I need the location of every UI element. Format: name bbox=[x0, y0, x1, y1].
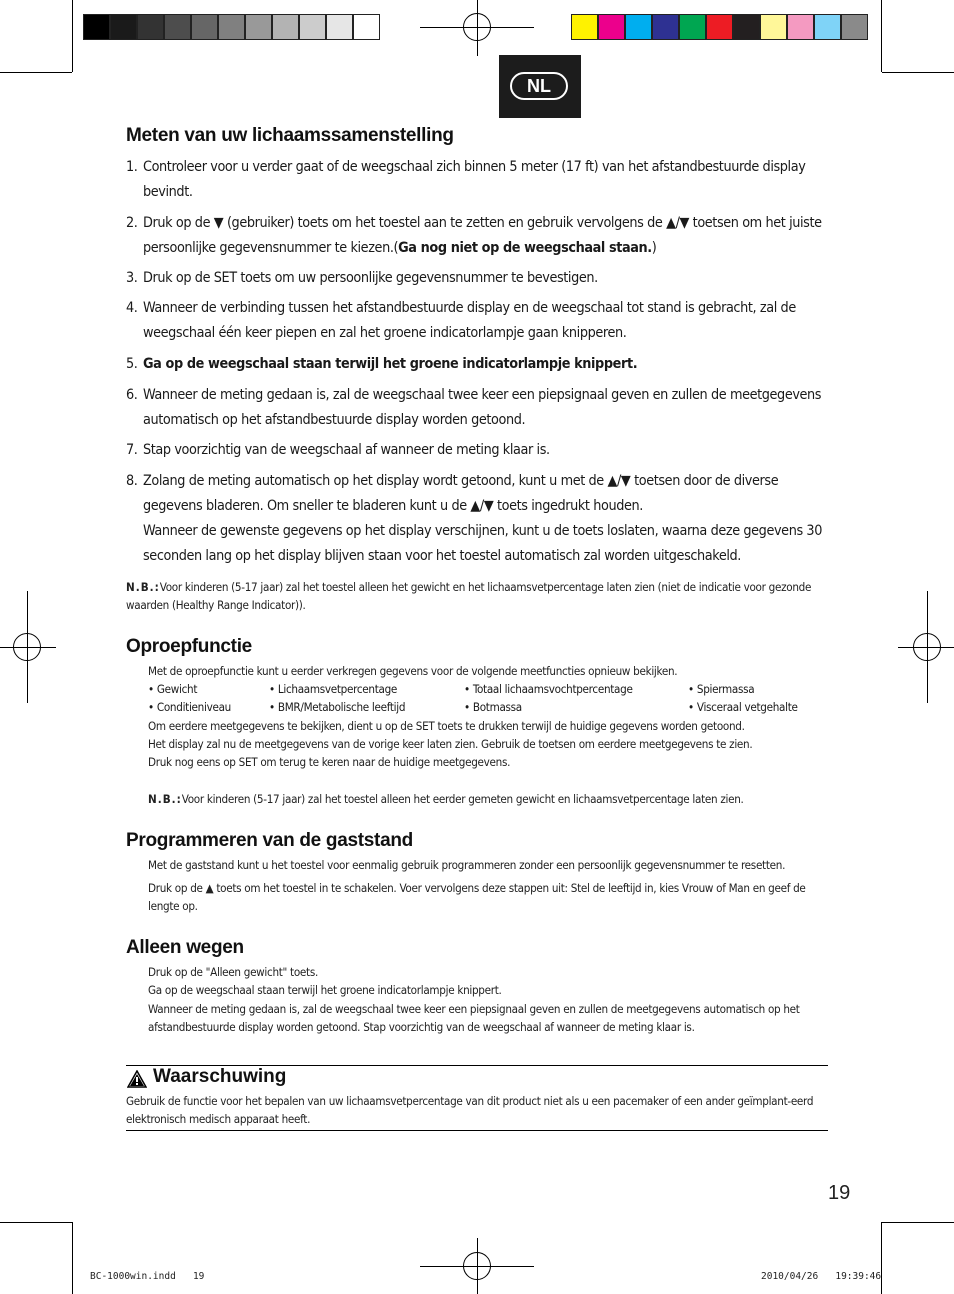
color-swatch bbox=[110, 14, 137, 40]
warning-text: Gebruik de functie voor het bepalen van uw lichaamsvetpercentage van dit product niet als u een pacemaker of een ander geïmplant-eerd elektronisch medisch apparaat heeft. bbox=[126, 1094, 814, 1126]
color-swatch bbox=[706, 14, 733, 40]
recall-intro: Met de oproepfunctie kunt u eerder verkregen gegevens voor de volgende meetfuncties opnieuw bekijken. bbox=[148, 664, 678, 678]
section-title-body-composition: Meten van uw lichaamssamenstelling bbox=[126, 125, 454, 146]
recall-text-1: Om eerdere meetgegevens te bekijken, dient u op de SET toets te drukken terwijl de huidige gegevens worden getoond. bbox=[148, 719, 745, 733]
color-swatch bbox=[218, 14, 245, 40]
list-item: • Gewicht bbox=[148, 682, 198, 696]
warning-bottom-rule bbox=[126, 1130, 828, 1131]
list-item: 4. Wanneer de verbinding tussen het afstandbestuurde display en de weegschaal tot stand is gebracht, zal de weegschaal één keer piepen en zal het groene indicatorlampje gaan knipperen. bbox=[126, 300, 796, 341]
recall-bullets-row-2 bbox=[148, 698, 828, 716]
warning-title: Waarschuwing bbox=[153, 1066, 287, 1087]
weight-only-text-1: Druk op de "Alleen gewicht" toets. bbox=[148, 965, 318, 979]
color-swatch bbox=[841, 14, 868, 40]
page-number: 19 bbox=[828, 1182, 851, 1204]
recall-text-3: Druk nog eens op SET om terug te keren naar de huidige meetgegevens. bbox=[148, 755, 511, 769]
color-swatch bbox=[299, 14, 326, 40]
guest-text-1: Met de gaststand kunt u het toestel voor eenmalig gebruik programmeren zonder een persoonlijk gegevensnummer te resetten. bbox=[148, 858, 786, 872]
list-item: • Visceraal vetgehalte bbox=[688, 700, 798, 714]
weight-only-text-2: Ga op de weegschaal staan terwijl het groene indicatorlampje knippert. bbox=[148, 983, 502, 997]
color-swatch bbox=[191, 14, 218, 40]
section-title-weight-only: Alleen wegen bbox=[126, 937, 244, 958]
color-swatch bbox=[814, 14, 841, 40]
color-swatch bbox=[679, 14, 706, 40]
color-swatch bbox=[733, 14, 760, 40]
footer-timestamp: 2010/04/26 19:39:46 bbox=[761, 1271, 882, 1282]
color-swatch bbox=[571, 14, 598, 40]
color-swatch bbox=[760, 14, 787, 40]
list-item: 1. Controleer voor u verder gaat of de weegschaal zich binnen 5 meter (17 ft) van het afstandbestuurde display bevindt. bbox=[126, 159, 806, 200]
list-item: 5. Ga op de weegschaal staan terwijl het groene indicatorlampje knippert. bbox=[126, 356, 638, 372]
footer-file-name: BC-1000win.indd 19 bbox=[90, 1271, 205, 1282]
list-item: 7. Stap voorzichtig van de weegschaal af wanneer de meting klaar is. bbox=[126, 442, 550, 458]
color-swatch bbox=[326, 14, 353, 40]
list-item: 3. Druk op de SET toets om uw persoonlijke gegevensnummer te bevestigen. bbox=[126, 270, 598, 286]
list-item: • Lichaamsvetpercentage bbox=[269, 682, 398, 696]
note: N.B.:Voor kinderen (5-17 jaar) zal het toestel alleen het eerder gemeten gewicht en lichaamsvetpercentage laten zien. bbox=[148, 792, 744, 806]
color-swatch bbox=[353, 14, 380, 40]
color-swatch bbox=[272, 14, 299, 40]
note: N.B.:Voor kinderen (5-17 jaar) zal het toestel alleen het gewicht en het lichaamsvetpercentage laten zien (niet de indicatie voor gezonde waarden (Healthy Range Indicator)). bbox=[126, 580, 812, 612]
list-item: • Totaal lichaamsvochtpercentage bbox=[464, 682, 633, 696]
recall-text-2: Het display zal nu de meetgegevens van de vorige keer laten zien. Gebruik de toetsen om eerdere meetgegevens te zien. bbox=[148, 737, 753, 751]
recall-bullets-row-1 bbox=[148, 680, 828, 698]
color-swatch bbox=[787, 14, 814, 40]
language-badge-label: NL bbox=[510, 72, 568, 100]
list-item: • Spiermassa bbox=[688, 682, 755, 696]
list-item: 6. Wanneer de meting gedaan is, zal de weegschaal twee keer een piepsignaal geven en zullen de meetgegevens automatisch op het afstandbestuurde display worden getoond. bbox=[126, 387, 822, 428]
list-item: 2. Druk op de ▼ (gebruiker) toets om het toestel aan te zetten en gebruik vervolgens de ▲/▼ toetsen om het juiste persoonlijke gegevensnummer te kiezen.(Ga nog niet op de weegschaal staan.) bbox=[126, 215, 822, 256]
color-swatch bbox=[137, 14, 164, 40]
language-badge bbox=[499, 55, 581, 118]
list-item: • Botmassa bbox=[464, 700, 522, 714]
warning-icon bbox=[127, 1070, 147, 1093]
color-swatch bbox=[625, 14, 652, 40]
color-swatch bbox=[598, 14, 625, 40]
color-swatch bbox=[245, 14, 272, 40]
list-item: 8. Zolang de meting automatisch op het display wordt getoond, kunt u met de ▲/▼ toetsen door de diverse gegevens bladeren. Om sneller te bladeren kunt u de ▲/▼ toets ingedrukt houden. Wanneer de gewenste gegevens op het display verschijnen, kunt u de toets loslaten, waarna deze gegevens 30 seconden lang op het display blijven staan voor het toestel automatisch zal worden uitgeschakeld. bbox=[126, 473, 822, 564]
list-item: • Conditieniveau bbox=[148, 700, 231, 714]
weight-only-text-3: Wanneer de meting gedaan is, zal de weegschaal twee keer een piepsignaal geven en zullen de meetgegevens automatisch op het afstandbestuurde display worden getoond. Stap voorzichtig van de weegschaal af wanneer de meting klaar is. bbox=[148, 1002, 800, 1034]
color-swatch bbox=[164, 14, 191, 40]
section-title-recall: Oproepfunctie bbox=[126, 636, 252, 657]
guest-text-2: Druk op de ▲ toets om het toestel in te schakelen. Voer vervolgens deze stappen uit: Stel de leeftijd in, kies Vrouw of Man en geef de lengte op. bbox=[148, 881, 806, 913]
color-swatch bbox=[652, 14, 679, 40]
list-item: • BMR/Metabolische leeftijd bbox=[269, 700, 406, 714]
color-swatch bbox=[83, 14, 110, 40]
section-title-guest-mode: Programmeren van de gaststand bbox=[126, 830, 413, 851]
